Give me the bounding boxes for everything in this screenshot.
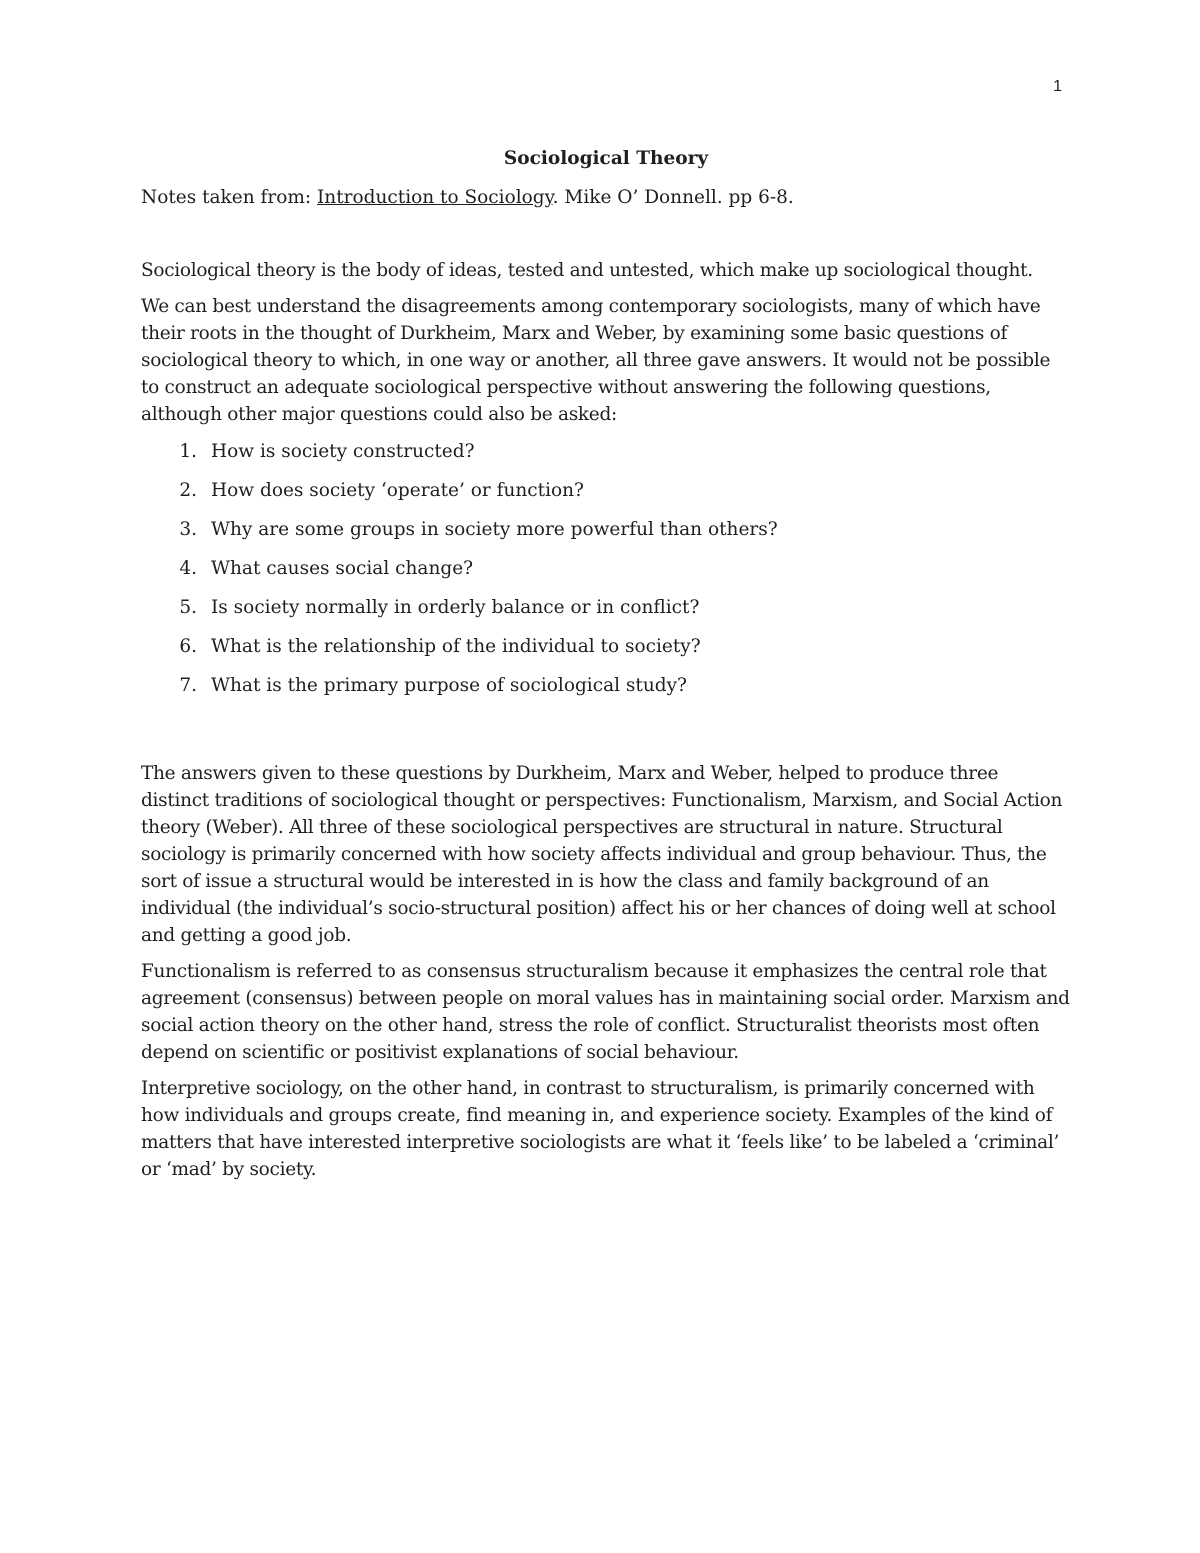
- intro-paragraph: Sociological theory is the body of ideas, tested and untested, which make up sociological thought.: [141, 260, 1033, 281]
- list-item: [141, 477, 1071, 516]
- list-item-number: 7.: [179, 675, 197, 696]
- list-item: [141, 594, 1071, 633]
- list-item: [141, 438, 1071, 477]
- questions-list: [141, 438, 1071, 711]
- list-item-number: 1.: [179, 441, 197, 462]
- list-item-number: 2.: [179, 480, 197, 501]
- list-item-text: How is society constructed?: [211, 441, 475, 462]
- list-item-text: What is the relationship of the individual to society?: [211, 636, 701, 657]
- body-paragraph: Functionalism is referred to as consensus structuralism because it emphasizes the central role that agreement (consensus) between people on moral values has in maintaining social order. Marxism and social action theory on the other hand, stress the role of conflict. Structuralist theorists most often depend on scientific or positivist explanations of social behaviour.: [141, 961, 1070, 1063]
- body-paragraph: Interpretive sociology, on the other hand, in contrast to structuralism, is primarily concerned with how individuals and groups create, find meaning in, and experience society. Examples of the kind of matters that have interested interpretive sociologists are what it ‘feels like’ to be labeled a ‘criminal’ or ‘mad’ by society.: [141, 1078, 1060, 1180]
- list-item: [141, 633, 1071, 672]
- page-number: 1: [1053, 78, 1062, 95]
- notes-source: [141, 184, 1071, 211]
- list-item-text: How does society ‘operate’ or function?: [211, 480, 584, 501]
- list-item: [141, 672, 1071, 711]
- list-item-text: Why are some groups in society more powerful than others?: [211, 519, 778, 540]
- body-paragraph: The answers given to these questions by Durkheim, Marx and Weber, helped to produce three distinct traditions of sociological thought or perspectives: Functionalism, Marxism, and Social Action theory (Weber). All three of these sociological perspectives are structural in nature. Structural sociology is primarily concerned with how society affects individual and group behaviour. Thus, the sort of issue a structural would be interested in is how the class and family background of an individual (the individual’s socio-structural position) affect his or her chances of doing well at school and getting a good job.: [141, 763, 1063, 946]
- list-item-number: 3.: [179, 519, 197, 540]
- list-item-text: What is the primary purpose of sociological study?: [211, 675, 687, 696]
- document-title: Sociological Theory: [503, 148, 709, 169]
- list-item-text: What causes social change?: [211, 558, 474, 579]
- list-item-text: Is society normally in orderly balance or in conflict?: [211, 597, 700, 618]
- intro-paragraph: We can best understand the disagreements among contemporary sociologists, many of which have their roots in the thought of Durkheim, Marx and Weber, by examining some basic questions of sociological theory to which, in one way or another, all three gave answers. It would not be possible to construct an adequate sociological perspective without answering the following questions, although other major questions could also be asked:: [141, 296, 1051, 425]
- list-item: [141, 555, 1071, 594]
- document-body: [141, 145, 1071, 1192]
- list-item-number: 6.: [179, 636, 197, 657]
- notes-suffix: . Mike O’ Donnell. pp 6-8.: [552, 187, 794, 208]
- list-item: [141, 516, 1071, 555]
- list-item-number: 5.: [179, 597, 197, 618]
- list-item-number: 4.: [179, 558, 197, 579]
- book-title: Introduction to Sociology: [317, 187, 553, 208]
- notes-prefix: Notes taken from:: [141, 187, 317, 208]
